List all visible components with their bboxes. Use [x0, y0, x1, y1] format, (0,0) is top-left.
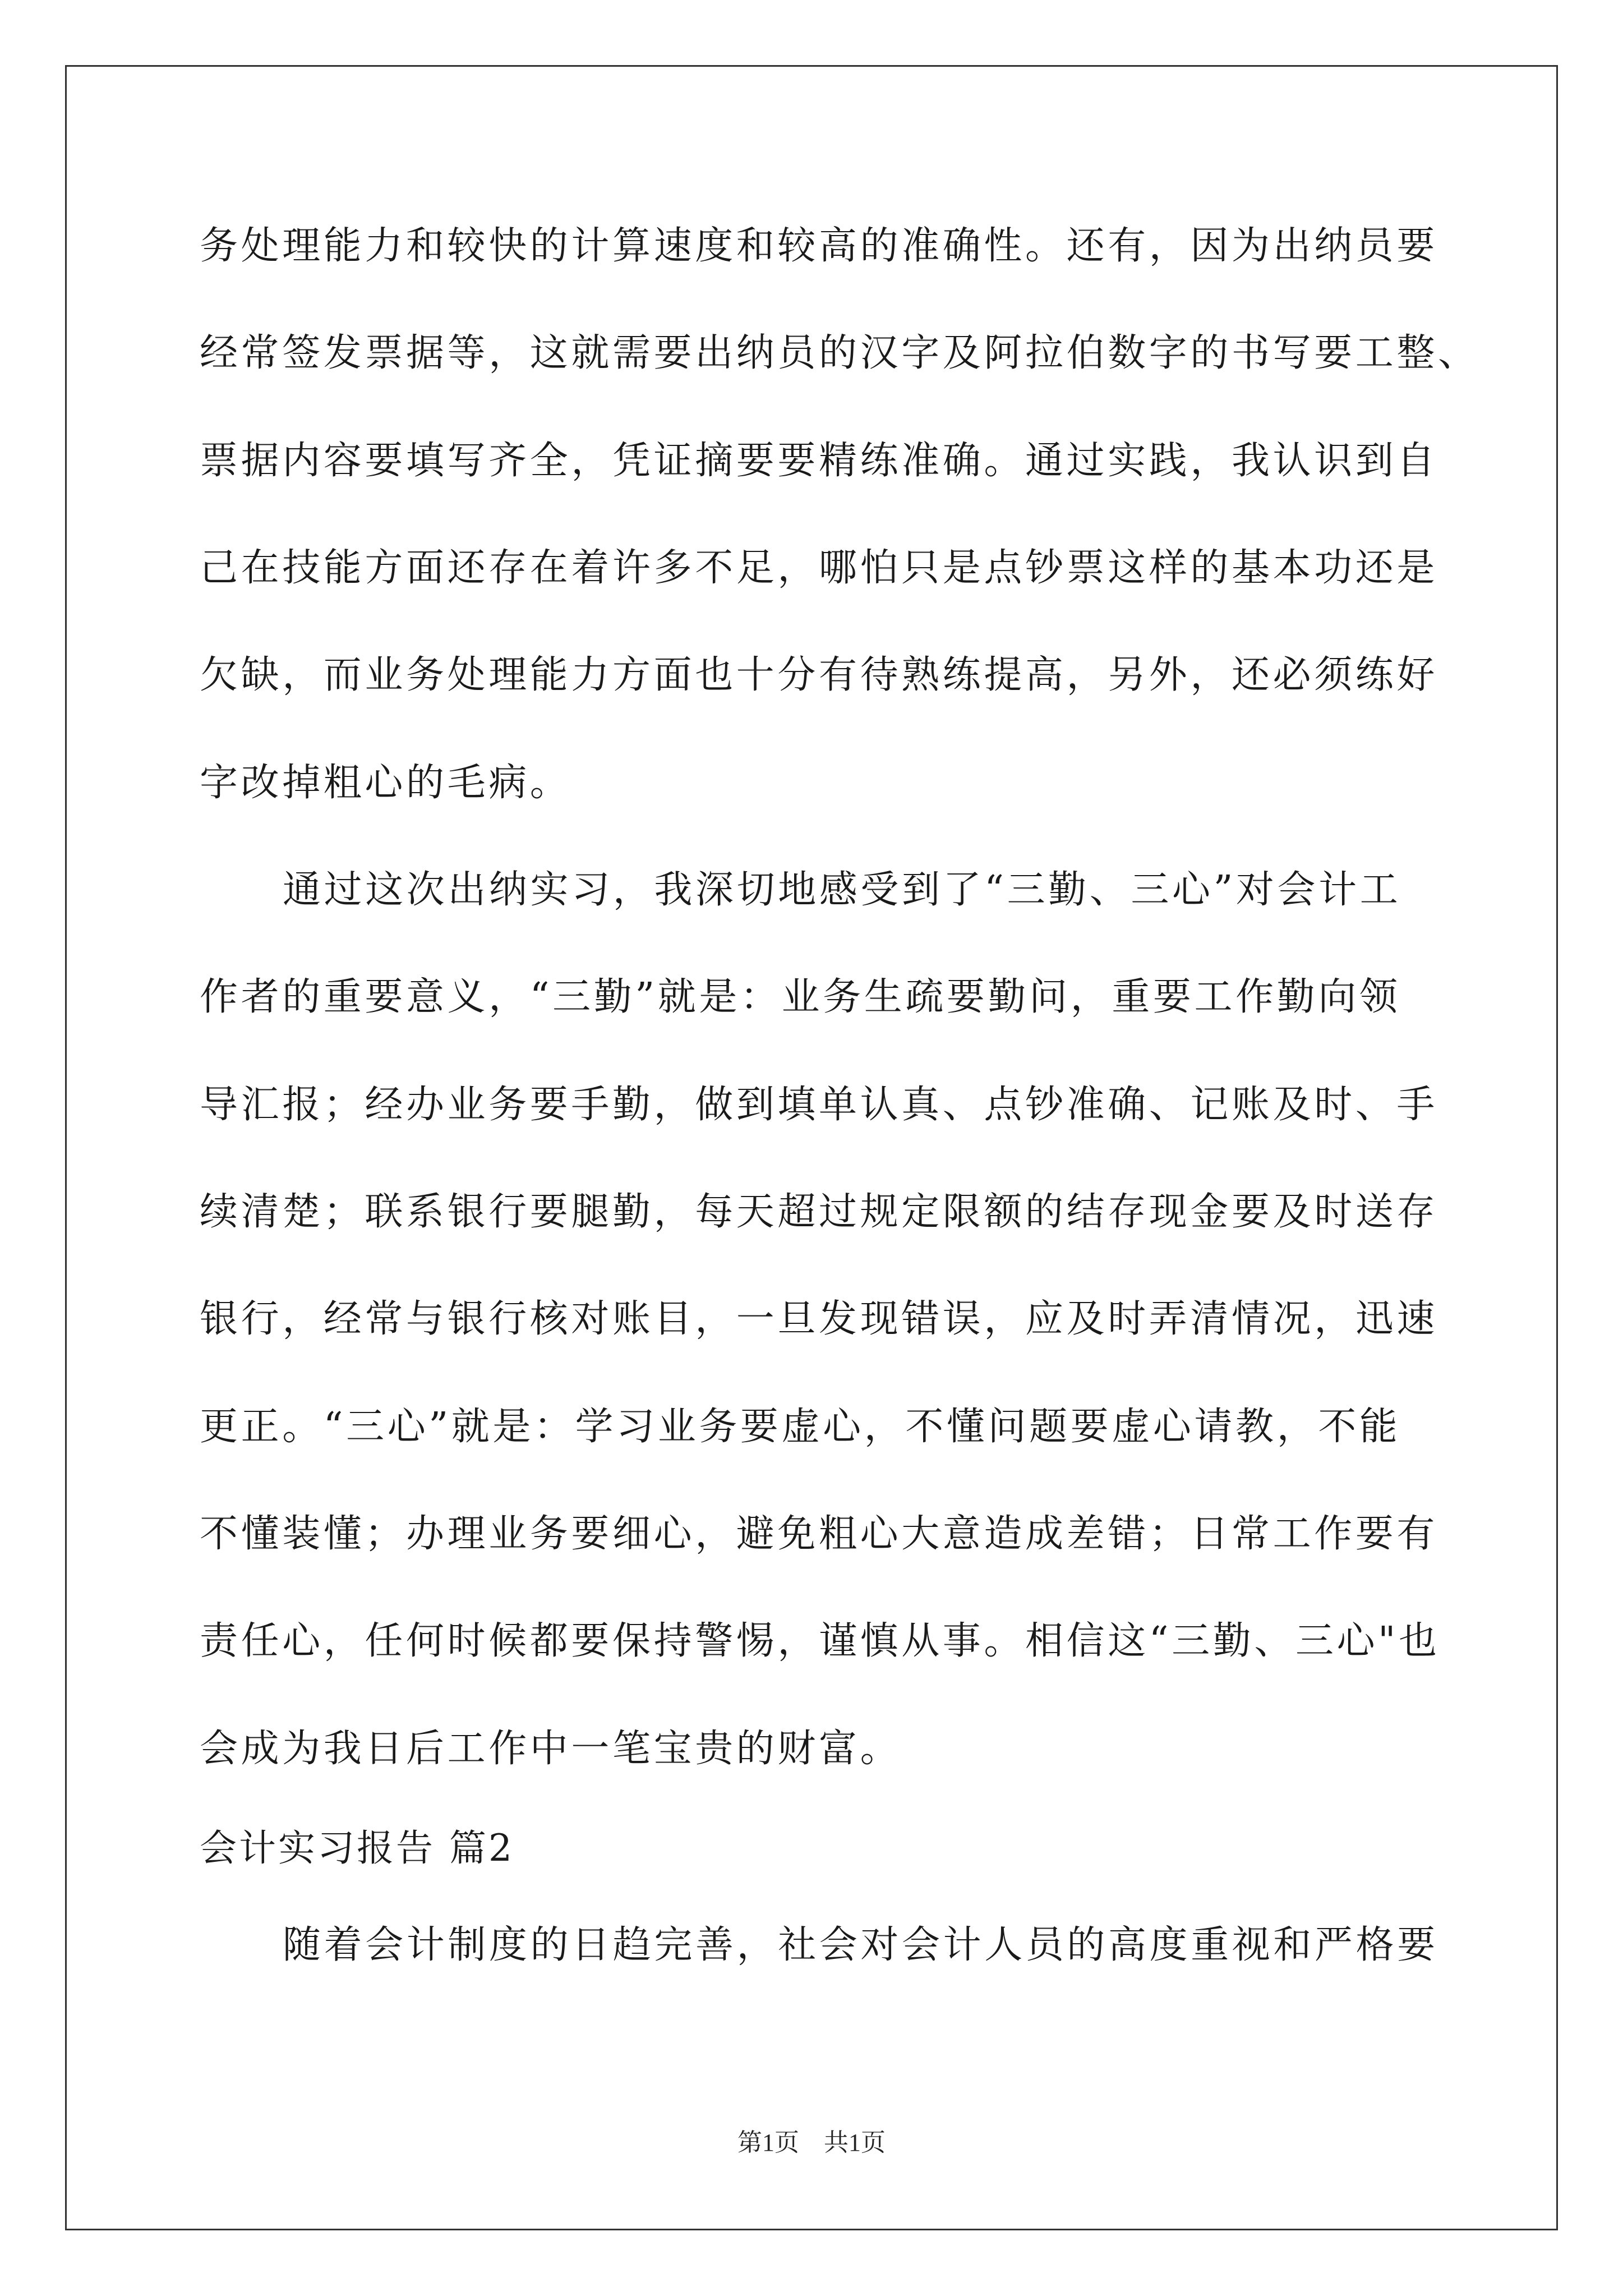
paragraph-line: 随着会计制度的日趋完善，社会对会计人员的高度重视和严格要: [283, 1923, 1438, 1967]
paragraph-line: 责任心，任何时候都要保持警惕，谨慎从事。相信这“三勤、三心"也: [200, 1619, 1440, 1663]
paragraph-line: 会成为我日后工作中一笔宝贵的财富。: [200, 1727, 902, 1771]
paragraph-line: 银行，经常与银行核对账目，一旦发现错误，应及时弄清情况，迅速: [200, 1297, 1438, 1341]
paragraph-line: 不懂装懂；办理业务要细心，避免粗心大意造成差错；日常工作要有: [200, 1512, 1438, 1556]
paragraph-line: 己在技能方面还存在着许多不足，哪怕只是点钞票这样的基本功还是: [200, 546, 1438, 590]
page-border: [65, 65, 1558, 2230]
page-number-footer: 第1页 共1页: [737, 2129, 886, 2156]
paragraph-line: 续清楚；联系银行要腿勤，每天超过规定限额的结存现金要及时送存: [200, 1190, 1438, 1234]
paragraph-line: 务处理能力和较快的计算速度和较高的准确性。还有，因为出纳员要: [200, 224, 1438, 268]
paragraph-line: 更正。“三心”就是：学习业务要虚心，不懂问题要虚心请教，不能: [200, 1405, 1401, 1449]
paragraph-line: 字改掉粗心的毛病。: [200, 761, 571, 805]
paragraph-line: 通过这次出纳实习，我深切地感受到了“三勤、三心”对会计工: [283, 868, 1401, 912]
paragraph-line: 作者的重要意义，“三勤”就是：业务生疏要勤问，重要工作勤向领: [200, 975, 1401, 1019]
paragraph-line: 欠缺，而业务处理能力方面也十分有待熟练提高，另外，还必须练好: [200, 653, 1438, 697]
paragraph-line: 导汇报；经办业务要手勤，做到填单认真、点钞准确、记账及时、手: [200, 1083, 1438, 1127]
paragraph-line: 票据内容要填写齐全，凭证摘要要精练准确。通过实践，我认识到自: [200, 439, 1438, 483]
paragraph-line: 经常签发票据等，这就需要出纳员的汉字及阿拉伯数字的书写要工整、: [200, 331, 1479, 375]
section-heading: 会计实习报告 篇2: [200, 1826, 514, 1870]
